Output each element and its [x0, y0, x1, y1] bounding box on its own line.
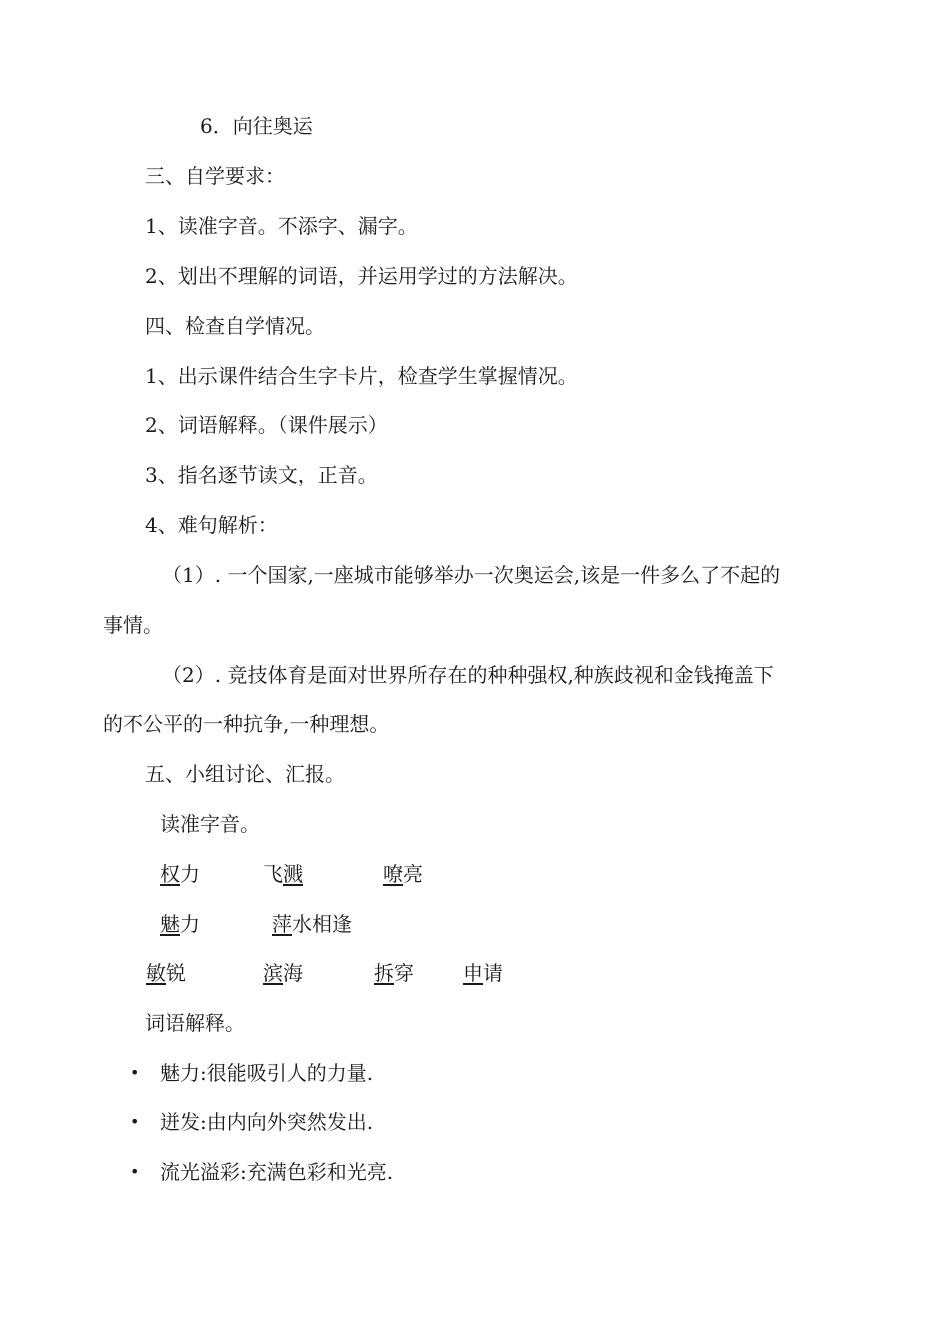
- section-3-item: 2、划出不理解的词语，并运用学过的方法解决。: [145, 264, 578, 288]
- word-explanation-label: 词语解释。: [145, 1011, 245, 1035]
- vocab-word: [362, 960, 414, 986]
- vocab-word: [160, 861, 200, 887]
- difficult-sentence-2: （2）. 竞技体育是面对世界所存在的种种强权,种族歧视和金钱掩盖下: [162, 663, 774, 687]
- bullet-icon: •: [130, 1162, 140, 1181]
- word-rest: 海: [283, 961, 303, 985]
- explanation-item: 流光溢彩:充满色彩和光亮.: [160, 1160, 394, 1184]
- underlined-char: 敏: [146, 961, 166, 985]
- word-rest: 力: [180, 862, 200, 886]
- vocab-word: [272, 911, 352, 937]
- underlined-char: 魅: [160, 912, 180, 936]
- underlined-char: 萍: [272, 912, 292, 936]
- section-4-item: 2、词语解释。（课件展示）: [145, 413, 388, 437]
- section-4-item: 1、出示课件结合生字卡片，检查学生掌握情况。: [145, 364, 578, 388]
- section-3-item: 1、读准字音。不添字、漏字。: [145, 214, 418, 238]
- difficult-sentence-2-continued: 的不公平的一种抗争,一种理想。: [103, 712, 390, 736]
- underlined-char: 拆: [374, 961, 394, 985]
- section-4-item: 3、指名逐节读文，正音。: [145, 463, 378, 487]
- section-5-heading: 五、小组讨论、汇报。: [145, 762, 345, 786]
- word-rest: 水相逢: [292, 912, 352, 936]
- underlined-char: 权: [160, 862, 180, 886]
- word-rest: 亮: [403, 862, 423, 886]
- section-4-heading: 四、检查自学情况。: [145, 314, 325, 338]
- word-rest: 锐: [166, 961, 186, 985]
- word-prefix: 飞: [263, 862, 283, 886]
- underlined-char: 嘹: [383, 862, 403, 886]
- section-4-item: 4、难句解析：: [145, 513, 278, 537]
- vocab-word: [263, 960, 303, 986]
- underlined-char: 申: [463, 961, 483, 985]
- word-rest: 请: [483, 961, 503, 985]
- word-rest: 穿: [394, 961, 414, 985]
- word-rest: 力: [180, 912, 200, 936]
- difficult-sentence-1-continued: 事情。: [103, 613, 163, 637]
- bullet-icon: •: [130, 1063, 140, 1082]
- vocab-word: [146, 960, 186, 986]
- vocab-word: [463, 960, 503, 986]
- underlined-char: 溅: [283, 862, 303, 886]
- section-3-heading: 三、自学要求：: [145, 164, 285, 188]
- lesson-title: 6．向往奥运: [200, 114, 313, 138]
- underlined-char: 滨: [263, 961, 283, 985]
- vocab-word: [160, 911, 200, 937]
- difficult-sentence-1: （1）. 一个国家,一座城市能够举办一次奥运会,该是一件多么了不起的: [162, 563, 781, 587]
- explanation-item: 魅力:很能吸引人的力量.: [160, 1061, 374, 1085]
- read-pronunciation-label: 读准字音。: [160, 812, 260, 836]
- vocab-word: [263, 861, 303, 887]
- bullet-icon: •: [130, 1112, 140, 1131]
- explanation-item: 迸发:由内向外突然发出.: [160, 1110, 374, 1134]
- vocab-word: [383, 861, 423, 887]
